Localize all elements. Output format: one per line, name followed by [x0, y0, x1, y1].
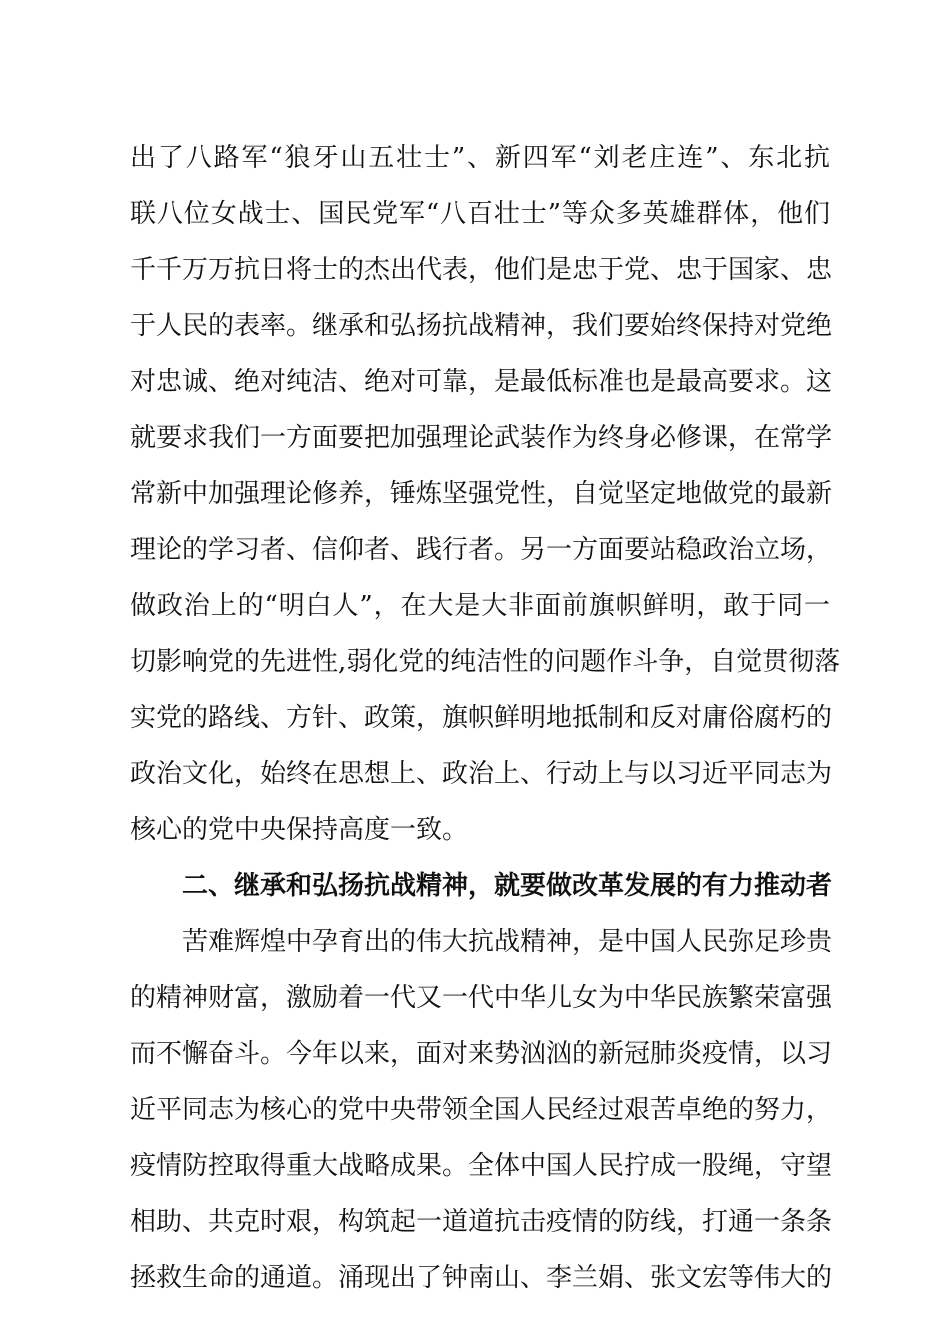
text-line: 就要求我们一方面要把加强理论武装作为终身必修课，在常学	[130, 423, 833, 453]
text-line: 对忠诚、绝对纯洁、绝对可靠，是最低标准也是最高要求。这	[130, 367, 833, 397]
text-line: 做政治上的“明白人”，在大是大非面前旗帜鲜明，敢于同一	[130, 591, 830, 621]
text-line: 实党的路线、方针、政策，旗帜鲜明地抵制和反对庸俗腐朽的	[130, 703, 833, 733]
text-line: 理论的学习者、信仰者、践行者。另一方面要站稳政治立场，	[130, 535, 833, 565]
text-line: 政治文化，始终在思想上、政治上、行动上与以习近平同志为	[130, 759, 833, 789]
text-line: 苦难辉煌中孕育出的伟大抗战精神，是中国人民弥足珍贵	[182, 927, 833, 957]
text-line: 切影响党的先进性,弱化党的纯洁性的问题作斗争，自觉贯彻落	[130, 647, 841, 677]
text-line: 千千万万抗日将士的杰出代表，他们是忠于党、忠于国家、忠	[130, 255, 833, 285]
text-line: 常新中加强理论修养，锤炼坚强党性，自觉坚定地做党的最新	[130, 479, 833, 509]
text-line: 出了八路军“狼牙山五壮士”、新四军“刘老庄连”、东北抗	[130, 143, 830, 173]
text-line: 近平同志为核心的党中央带领全国人民经过艰苦卓绝的努力，	[130, 1095, 833, 1125]
text-line: 疫情防控取得重大战略成果。全体中国人民拧成一股绳，守望	[130, 1151, 833, 1181]
text-line: 核心的党中央保持高度一致。	[130, 815, 469, 845]
section-heading: 二、继承和弘扬抗战精神，就要做改革发展的有力推动者	[182, 871, 833, 901]
text-line: 联八位女战士、国民党军“八百壮士”等众多英雄群体，他们	[130, 199, 830, 229]
text-line: 相助、共克时艰，构筑起一道道抗击疫情的防线，打通一条条	[130, 1207, 833, 1237]
text-line: 而不懈奋斗。今年以来，面对来势汹汹的新冠肺炎疫情，以习	[130, 1039, 833, 1069]
text-line: 拯救生命的通道。涌现出了钟南山、李兰娟、张文宏等伟大的	[130, 1263, 833, 1293]
text-line: 于人民的表率。继承和弘扬抗战精神，我们要始终保持对党绝	[130, 311, 833, 341]
text-line: 的精神财富，激励着一代又一代中华儿女为中华民族繁荣富强	[130, 983, 833, 1013]
